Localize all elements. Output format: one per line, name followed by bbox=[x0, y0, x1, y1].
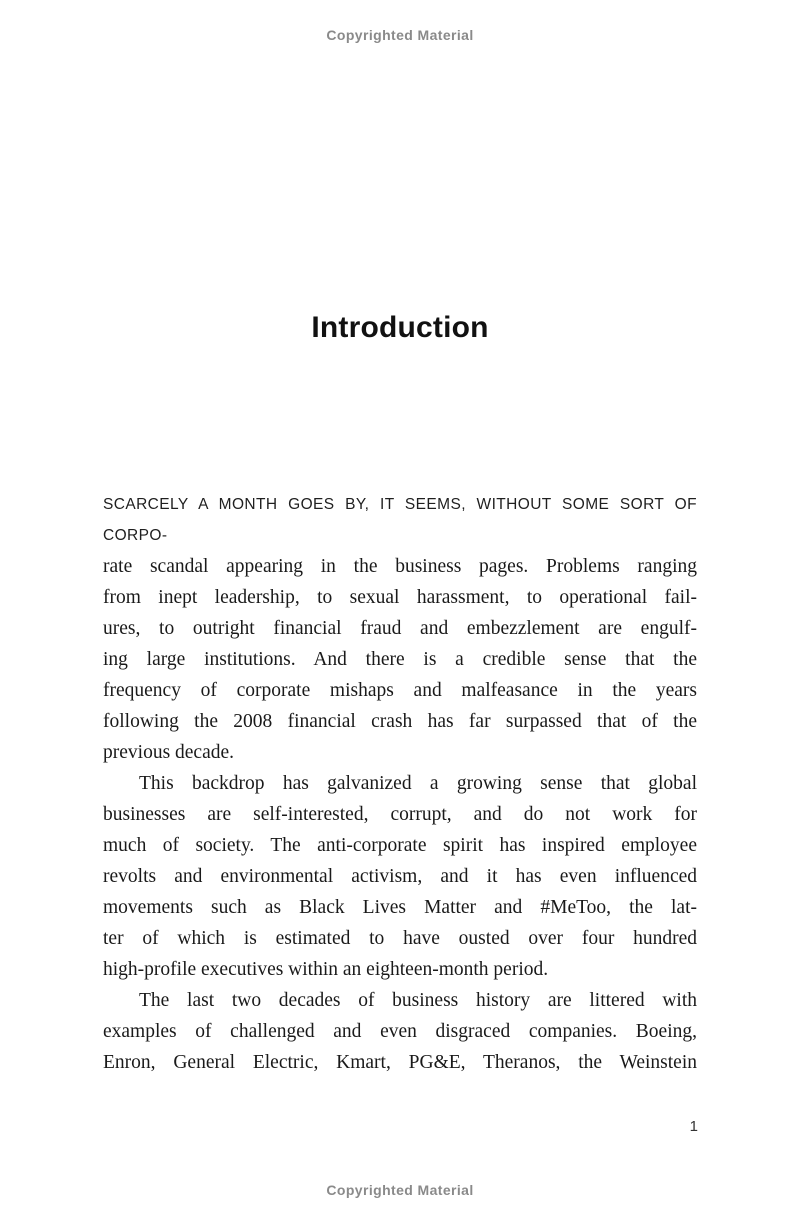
body-line: The last two decades of business history are littered with bbox=[139, 990, 697, 1011]
body-line: from inept leadership, to sexual harassment, to operational fail- bbox=[103, 587, 697, 608]
body-line: ter of which is estimated to have ousted over four hundred bbox=[103, 928, 697, 949]
body-line: businesses are self-interested, corrupt, and do not work for bbox=[103, 804, 697, 825]
body-line: following the 2008 financial crash has far surpassed that of the bbox=[103, 711, 697, 732]
body-line: ing large institutions. And there is a credible sense that the bbox=[103, 649, 697, 670]
body-line: This backdrop has galvanized a growing sense that global bbox=[139, 773, 697, 794]
lead-in-caps-line: SCARCELY A MONTH GOES BY, IT SEEMS, WITHOUT SOME SORT OF CORPO- bbox=[103, 496, 697, 544]
body-text bbox=[103, 489, 697, 1078]
paragraph bbox=[103, 489, 697, 768]
copyright-notice-top: Copyrighted Material bbox=[326, 27, 474, 43]
body-line: previous decade. bbox=[103, 742, 235, 763]
body-line: much of society. The anti-corporate spirit has inspired employee bbox=[103, 835, 697, 856]
paragraph bbox=[103, 768, 697, 985]
body-line: frequency of corporate mishaps and malfeasance in the years bbox=[103, 680, 697, 701]
body-line: high-profile executives within an eighteen-month period. bbox=[103, 959, 549, 980]
body-line: examples of challenged and even disgraced companies. Boeing, bbox=[103, 1021, 697, 1042]
body-line: Enron, General Electric, Kmart, PG&E, Theranos, the Weinstein bbox=[103, 1052, 697, 1073]
page-number: 1 bbox=[689, 1118, 698, 1135]
body-line: ures, to outright financial fraud and embezzlement are engulf- bbox=[103, 618, 697, 639]
copyright-notice-bottom: Copyrighted Material bbox=[326, 1182, 474, 1198]
body-line: revolts and environmental activism, and it has even influenced bbox=[103, 866, 697, 887]
paragraph bbox=[103, 985, 697, 1078]
body-line: movements such as Black Lives Matter and #MeToo, the lat- bbox=[103, 897, 697, 918]
chapter-title: Introduction bbox=[311, 311, 489, 345]
body-line: rate scandal appearing in the business pages. Problems ranging bbox=[103, 556, 697, 577]
